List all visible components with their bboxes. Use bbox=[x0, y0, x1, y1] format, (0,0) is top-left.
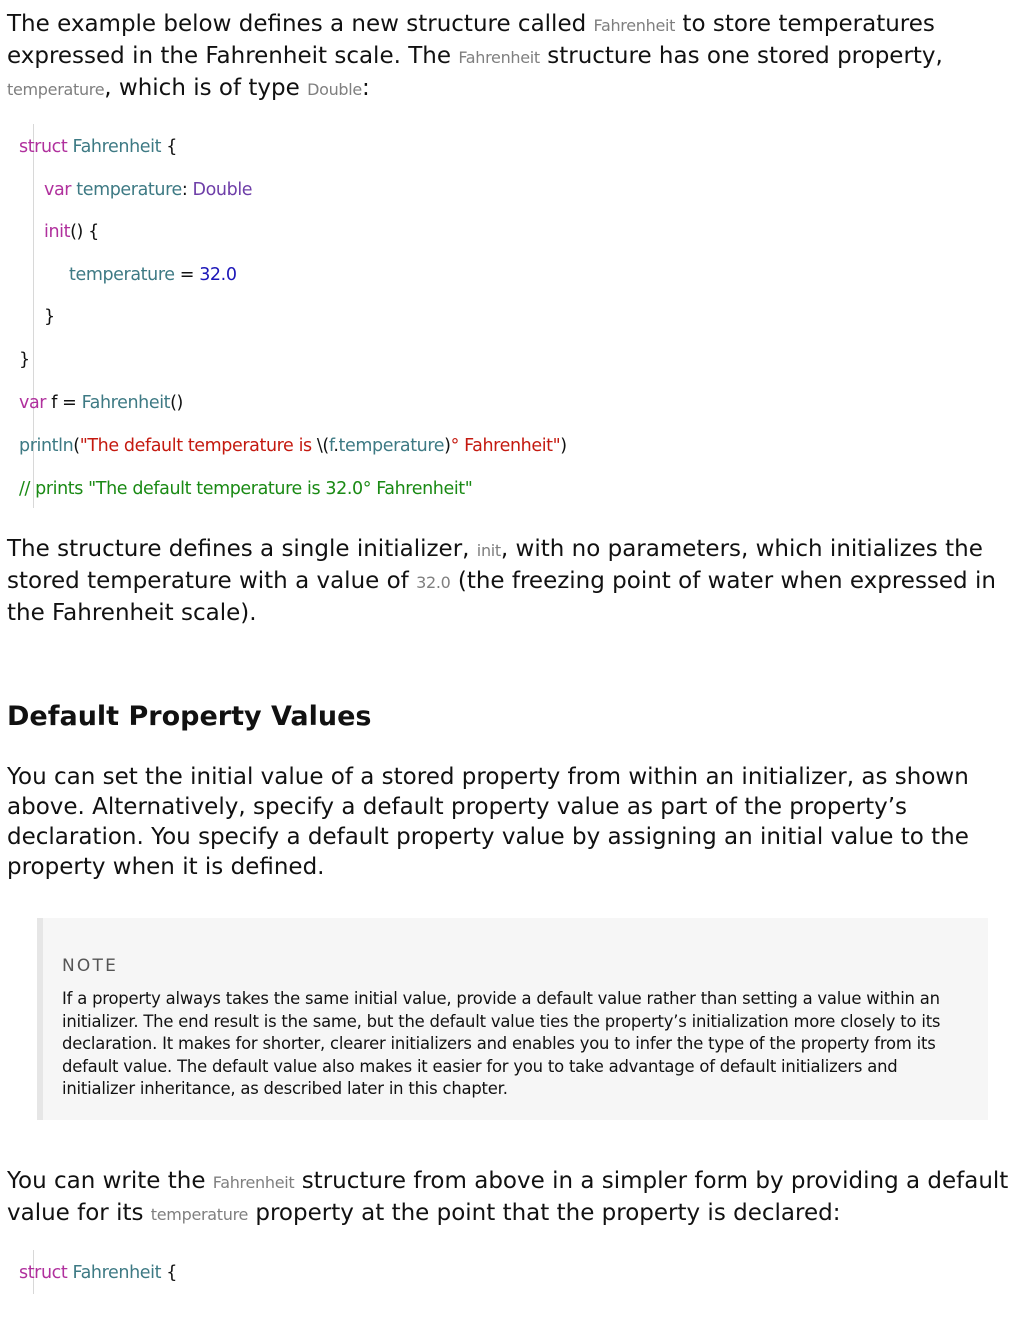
code-token: var bbox=[44, 180, 72, 200]
code-token: temperature bbox=[69, 265, 175, 285]
text-run: (the freezing point of water when expressed in the Fahrenheit scale). bbox=[7, 568, 996, 626]
code-token: Fahrenheit bbox=[72, 1263, 162, 1283]
default-values-paragraph: You can set the initial value of a stored property from within an initializer, as shown above. Alternatively, specify a default property value as part of the property’s declaration. You specify a default property value by assigning an initial value to the property when it is defined. bbox=[7, 764, 969, 880]
text-run: to store temperatures expressed in the Fahrenheit scale. The bbox=[7, 11, 935, 69]
note-title: NOTE bbox=[62, 956, 119, 976]
simpler-form-paragraph bbox=[7, 1166, 1019, 1230]
code-token: ) bbox=[444, 436, 451, 456]
code-token: ) bbox=[560, 436, 567, 456]
code-token: () bbox=[170, 393, 183, 413]
code-token: } bbox=[44, 307, 55, 327]
code-line bbox=[19, 1260, 177, 1286]
code-line bbox=[44, 219, 99, 245]
text-run: property at the point that the property is declared: bbox=[248, 1200, 841, 1226]
code-token: temperature bbox=[76, 180, 182, 200]
text-run: You can write the bbox=[7, 1168, 213, 1194]
code-token: { bbox=[161, 137, 177, 157]
code-token: ° Fahrenheit" bbox=[450, 436, 561, 456]
code-token: init bbox=[44, 222, 71, 242]
code-line bbox=[44, 177, 252, 203]
code-token: () { bbox=[70, 222, 99, 242]
inline-code: Double bbox=[307, 80, 362, 99]
code-token: 32.0 bbox=[199, 265, 237, 285]
code-token: temperature bbox=[338, 436, 445, 456]
code-token: { bbox=[161, 1263, 177, 1283]
code-token: struct bbox=[19, 137, 68, 157]
note-box bbox=[37, 918, 988, 1120]
text-run: structure from above in a simpler form by providing a default value for its bbox=[7, 1168, 1009, 1226]
inline-code: Fahrenheit bbox=[458, 48, 540, 67]
inline-code: temperature bbox=[150, 1205, 249, 1224]
code-token: println bbox=[19, 436, 74, 456]
code-token: "The default temperature is bbox=[79, 436, 317, 456]
code-token: Double bbox=[192, 180, 253, 200]
text-run: : bbox=[361, 75, 370, 101]
code-token: : bbox=[181, 180, 188, 200]
text-run: , which is of type bbox=[104, 75, 308, 101]
note-body: If a property always takes the same initial value, provide a default value rather than setting a value within an initializer. The end result is the same, but the default value ties the property’s initialization more closely to its declaration. It makes for shorter, clearer initializers and enables you to infer the type of the property from its default value. The default value also makes it easier for you to take advantage of default initializers and initializer inheritance, as described later in this chapter. bbox=[62, 989, 941, 1098]
inline-code: init bbox=[476, 541, 501, 560]
code-line bbox=[19, 390, 183, 416]
code-token: . bbox=[333, 436, 339, 456]
intro-paragraph bbox=[7, 9, 1019, 105]
text-run: The example below defines a new structure called bbox=[7, 11, 594, 37]
code-line bbox=[19, 347, 30, 373]
initializer-paragraph bbox=[7, 534, 1019, 628]
text-run: , with no parameters, which initializes the stored temperature with a value of bbox=[7, 536, 983, 594]
code-token: = bbox=[174, 265, 200, 285]
code-line bbox=[19, 433, 567, 459]
code-block-2 bbox=[19, 1250, 177, 1294]
code-token: f = bbox=[46, 393, 82, 413]
code-token: \( bbox=[316, 436, 329, 456]
text-run: structure has one stored property, bbox=[539, 43, 943, 69]
inline-code: Fahrenheit bbox=[212, 1173, 295, 1192]
code-line bbox=[44, 304, 55, 330]
code-token: var bbox=[19, 393, 47, 413]
code-block-1 bbox=[19, 124, 567, 508]
code-line bbox=[19, 134, 177, 160]
inline-code: 32.0 bbox=[416, 573, 451, 592]
text-run: The structure defines a single initializer, bbox=[7, 536, 477, 562]
code-token: struct bbox=[19, 1263, 68, 1283]
code-token: f bbox=[328, 436, 334, 456]
code-token: Fahrenheit bbox=[72, 137, 162, 157]
code-token: ( bbox=[73, 436, 80, 456]
code-comment: // prints "The default temperature is 32.0° Fahrenheit" bbox=[19, 479, 473, 499]
code-token: Fahrenheit bbox=[81, 393, 171, 413]
inline-code: temperature bbox=[7, 80, 105, 99]
code-line bbox=[69, 262, 237, 288]
inline-code: Fahrenheit bbox=[593, 16, 676, 35]
code-token: } bbox=[19, 350, 30, 370]
section-heading: Default Property Values bbox=[7, 701, 372, 732]
